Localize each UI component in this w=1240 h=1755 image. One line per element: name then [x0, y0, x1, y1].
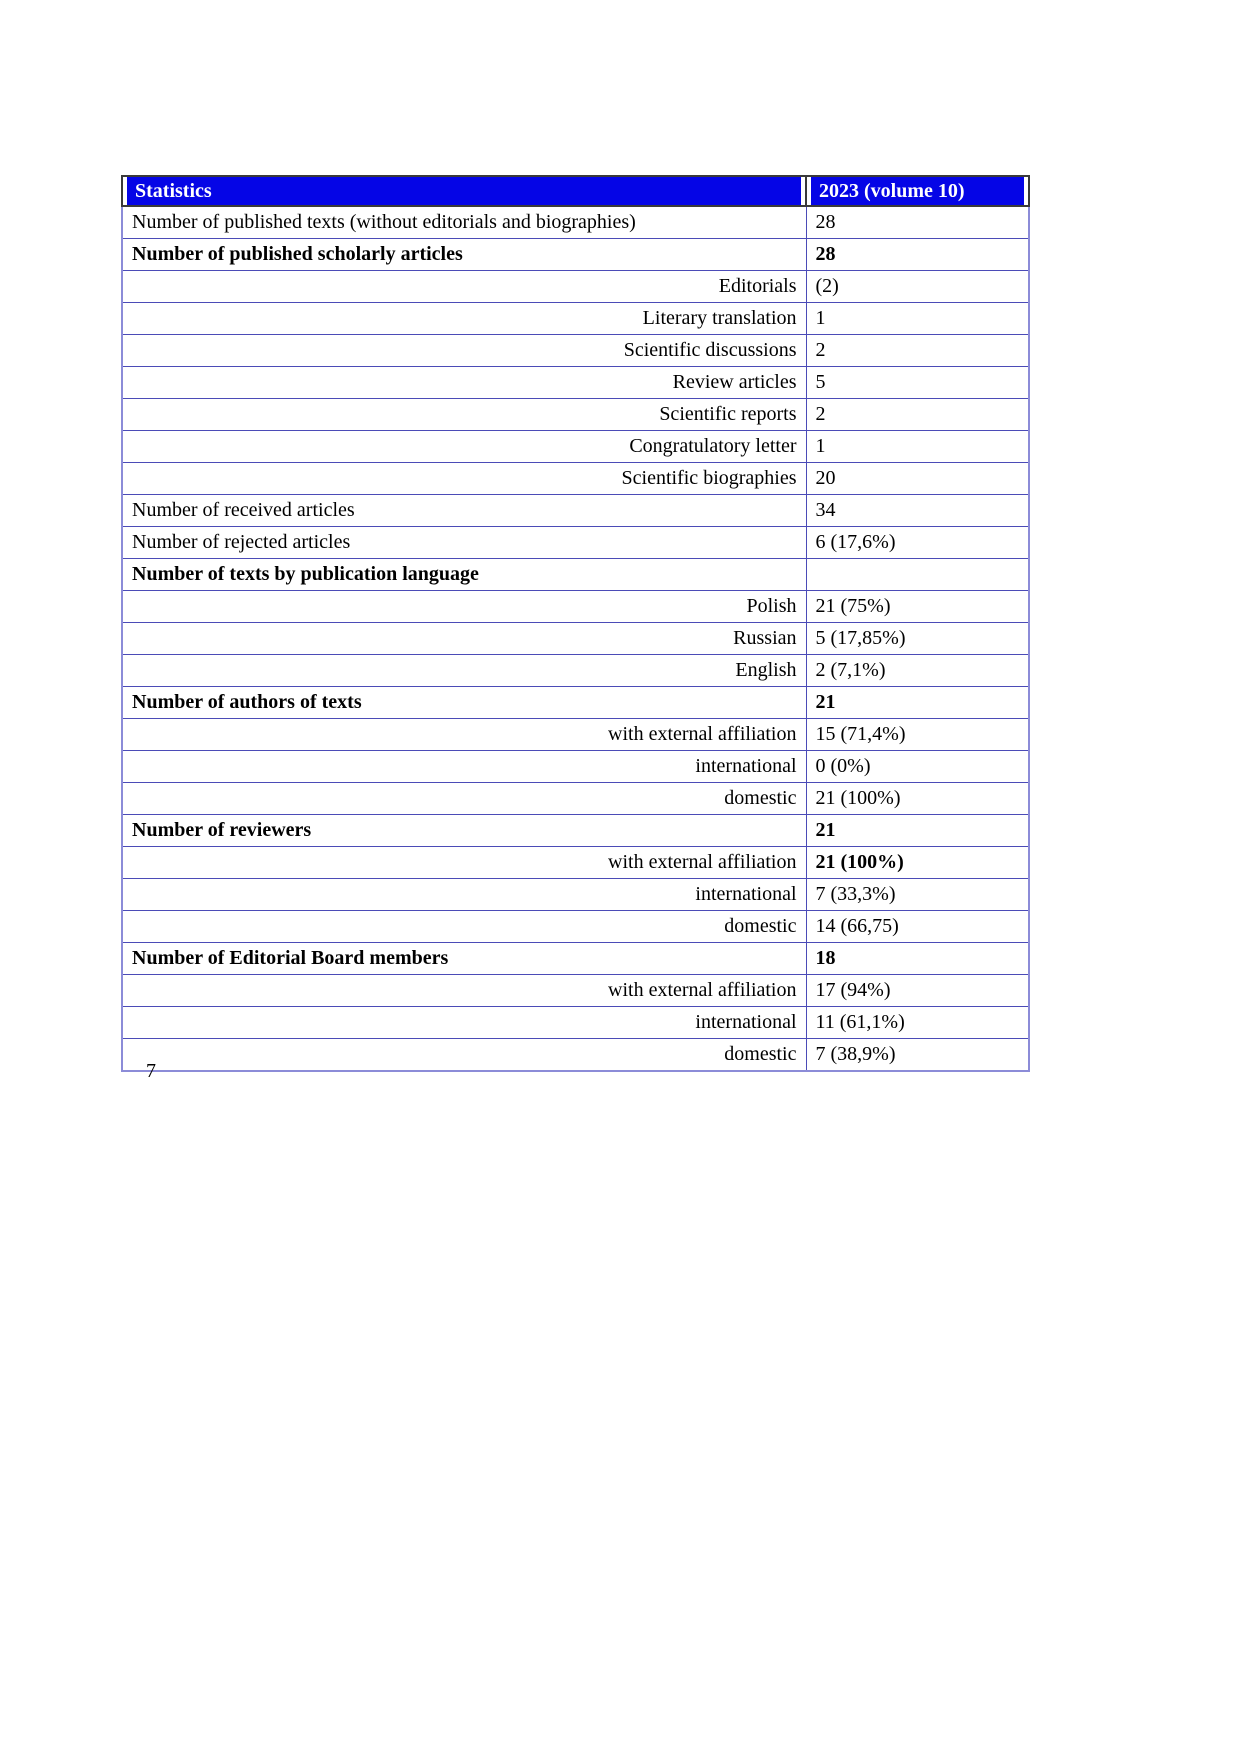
- table-header-row: [122, 176, 1029, 206]
- row-value: 11 (61,1%): [806, 1007, 1029, 1039]
- table-body: [122, 206, 1029, 1071]
- row-label: domestic: [122, 783, 806, 815]
- row-label: international: [122, 879, 806, 911]
- row-label: with external affiliation: [122, 975, 806, 1007]
- row-label: Number of published scholarly articles: [122, 239, 806, 271]
- row-label: Review articles: [122, 367, 806, 399]
- row-label: Number of published texts (without editorials and biographies): [122, 206, 806, 239]
- row-label: domestic: [122, 911, 806, 943]
- row-value: 18: [806, 943, 1029, 975]
- table-row: [122, 591, 1029, 623]
- row-label: international: [122, 751, 806, 783]
- row-value: 2: [806, 399, 1029, 431]
- row-value: (2): [806, 271, 1029, 303]
- table-row: [122, 559, 1029, 591]
- table-row: [122, 751, 1029, 783]
- row-value: 5 (17,85%): [806, 623, 1029, 655]
- row-label: Literary translation: [122, 303, 806, 335]
- row-label: Number of reviewers: [122, 815, 806, 847]
- row-value: 2 (7,1%): [806, 655, 1029, 687]
- statistics-table: [121, 175, 1030, 1072]
- row-value: 34: [806, 495, 1029, 527]
- table-row: [122, 335, 1029, 367]
- table-row: [122, 239, 1029, 271]
- row-label: English: [122, 655, 806, 687]
- table-row: [122, 495, 1029, 527]
- row-value: 6 (17,6%): [806, 527, 1029, 559]
- row-label: Number of authors of texts: [122, 687, 806, 719]
- table-row: [122, 911, 1029, 943]
- row-label: domestic: [122, 1039, 806, 1072]
- row-label: Number of texts by publication language: [122, 559, 806, 591]
- row-label: Scientific discussions: [122, 335, 806, 367]
- table-row: [122, 687, 1029, 719]
- header-year-volume: 2023 (volume 10): [806, 176, 1029, 206]
- row-value: 17 (94%): [806, 975, 1029, 1007]
- table-row: [122, 719, 1029, 751]
- row-value: 21 (75%): [806, 591, 1029, 623]
- row-label: Number of rejected articles: [122, 527, 806, 559]
- row-value: 0 (0%): [806, 751, 1029, 783]
- row-value: 21: [806, 687, 1029, 719]
- row-label: international: [122, 1007, 806, 1039]
- row-value: [806, 559, 1029, 591]
- row-label: Scientific biographies: [122, 463, 806, 495]
- table-row: [122, 1007, 1029, 1039]
- row-value: 2: [806, 335, 1029, 367]
- row-label: Russian: [122, 623, 806, 655]
- row-label: Number of received articles: [122, 495, 806, 527]
- table-row: [122, 623, 1029, 655]
- page-number: 7: [146, 1060, 156, 1082]
- table-row: [122, 847, 1029, 879]
- row-label: Scientific reports: [122, 399, 806, 431]
- row-value: 20: [806, 463, 1029, 495]
- table-row: [122, 1039, 1029, 1072]
- table-row: [122, 271, 1029, 303]
- table-row: [122, 206, 1029, 239]
- row-value: 21: [806, 815, 1029, 847]
- table-row: [122, 783, 1029, 815]
- table-row: [122, 527, 1029, 559]
- table-row: [122, 815, 1029, 847]
- row-value: 7 (38,9%): [806, 1039, 1029, 1072]
- row-value: 7 (33,3%): [806, 879, 1029, 911]
- row-value: 1: [806, 431, 1029, 463]
- row-label: Editorials: [122, 271, 806, 303]
- row-label: Number of Editorial Board members: [122, 943, 806, 975]
- table-row: [122, 431, 1029, 463]
- row-value: 14 (66,75): [806, 911, 1029, 943]
- row-value: 21 (100%): [806, 847, 1029, 879]
- table-row: [122, 367, 1029, 399]
- table-row: [122, 303, 1029, 335]
- row-value: 28: [806, 206, 1029, 239]
- table-row: [122, 879, 1029, 911]
- row-value: 1: [806, 303, 1029, 335]
- row-value: 21 (100%): [806, 783, 1029, 815]
- table-row: [122, 399, 1029, 431]
- table-row: [122, 655, 1029, 687]
- row-label: with external affiliation: [122, 719, 806, 751]
- row-label: Polish: [122, 591, 806, 623]
- row-value: 15 (71,4%): [806, 719, 1029, 751]
- row-label: Congratulatory letter: [122, 431, 806, 463]
- table-row: [122, 975, 1029, 1007]
- table-row: [122, 943, 1029, 975]
- row-value: 28: [806, 239, 1029, 271]
- row-label: with external affiliation: [122, 847, 806, 879]
- table-row: [122, 463, 1029, 495]
- header-statistics: Statistics: [122, 176, 806, 206]
- row-value: 5: [806, 367, 1029, 399]
